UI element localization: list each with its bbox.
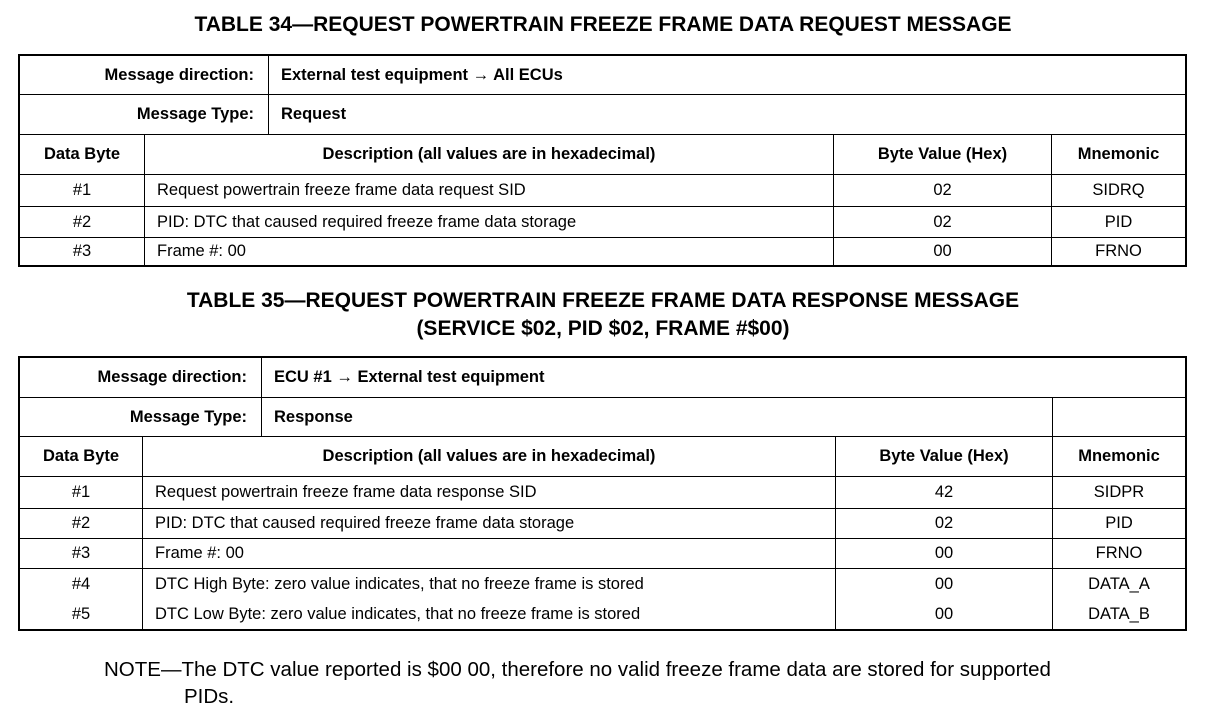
note-line2: PIDs.: [184, 685, 235, 708]
description-cell: PID: DTC that caused required freeze frame data storage: [144, 207, 833, 237]
mnemonic-cell: SIDRQ: [1051, 175, 1185, 206]
header-data-byte: Data Byte: [42, 447, 120, 465]
description-cell: Frame #: 00: [142, 539, 835, 568]
table-header-row: [20, 437, 1185, 477]
byte-value-cell: 00: [833, 238, 1051, 265]
description-cell: DTC High Byte: zero value indicates, that no freeze frame is stored: [142, 569, 835, 599]
description-cell: PID: DTC that caused required freeze frame data storage: [142, 509, 835, 538]
table-35-title-line1: TABLE 35—REQUEST POWERTRAIN FREEZE FRAME DATA RESPONSE MESSAGE: [186, 289, 1020, 312]
message-direction-value: External test equipment → All ECUs: [268, 56, 1185, 94]
mnemonic-cell: FRNO: [1051, 238, 1185, 265]
byte-value-cell: 00: [835, 539, 1052, 568]
table-35-title-line2: (SERVICE $02, PID $02, FRAME #$00): [416, 317, 790, 340]
table-row: [20, 175, 1185, 207]
data-byte-cell: #4: [71, 574, 91, 593]
mnemonic-cell: DATA_A: [1052, 569, 1185, 599]
table-35: [18, 356, 1187, 631]
byte-value-cell: 02: [833, 175, 1051, 206]
message-type-label: Message Type:: [129, 407, 247, 426]
message-direction-row: [20, 358, 1185, 398]
empty-cell: [1052, 398, 1185, 436]
header-mnemonic: Mnemonic: [1051, 135, 1185, 174]
byte-value-cell: 42: [835, 477, 1052, 508]
table-34-title: TABLE 34—REQUEST POWERTRAIN FREEZE FRAME DATA REQUEST MESSAGE: [194, 13, 1012, 36]
message-direction-row: [20, 56, 1185, 95]
header-data-byte: Data Byte: [43, 145, 121, 163]
message-type-row: [20, 95, 1185, 135]
message-type-value: Request: [268, 95, 1185, 134]
description-cell: Request powertrain freeze frame data response SID: [142, 477, 835, 508]
mnemonic-cell: DATA_B: [1052, 599, 1185, 629]
data-byte-cell: #3: [72, 242, 92, 260]
header-mnemonic: Mnemonic: [1052, 437, 1185, 476]
byte-value-cell: 02: [835, 509, 1052, 538]
message-type-label: Message Type:: [136, 105, 254, 123]
data-byte-cell: #3: [71, 544, 91, 562]
description-cell: DTC Low Byte: zero value indicates, that no freeze frame is stored: [142, 599, 835, 629]
table-34: [18, 54, 1187, 267]
header-description: Description (all values are in hexadecimal): [142, 437, 835, 476]
header-byte-value: Byte Value (Hex): [833, 135, 1051, 174]
byte-value-cell: 00: [835, 599, 1052, 629]
table-row: [20, 477, 1185, 509]
note: [104, 656, 1186, 710]
message-direction-label: Message direction:: [97, 368, 247, 386]
header-description: Description (all values are in hexadecimal): [144, 135, 833, 174]
table-35-title: [0, 287, 1206, 343]
data-byte-cell: #2: [72, 212, 92, 231]
table-row: [20, 569, 1185, 599]
table-row: [20, 238, 1185, 265]
table-row: [20, 539, 1185, 569]
note-line1: NOTE—The DTC value reported is $00 00, therefore no valid freeze frame data are stored for supported: [104, 658, 1051, 681]
header-byte-value: Byte Value (Hex): [835, 437, 1052, 476]
table-row: [20, 599, 1185, 629]
mnemonic-cell: SIDPR: [1052, 477, 1185, 508]
message-type-row: [20, 398, 1185, 437]
table-row: [20, 207, 1185, 238]
data-byte-cell: #5: [71, 604, 91, 623]
mnemonic-cell: PID: [1051, 207, 1185, 237]
data-byte-cell: #2: [71, 514, 91, 532]
message-type-value: Response: [261, 398, 1052, 436]
byte-value-cell: 02: [833, 207, 1051, 237]
description-cell: Request powertrain freeze frame data request SID: [144, 175, 833, 206]
table-row: [20, 509, 1185, 539]
message-direction-value: ECU #1 → External test equipment: [261, 358, 1185, 397]
data-byte-cell: #1: [72, 181, 92, 199]
message-direction-label: Message direction:: [104, 65, 254, 84]
mnemonic-cell: FRNO: [1052, 539, 1185, 568]
table-header-row: [20, 135, 1185, 175]
data-byte-cell: #1: [71, 483, 91, 501]
description-cell: Frame #: 00: [144, 238, 833, 265]
byte-value-cell: 00: [835, 569, 1052, 599]
mnemonic-cell: PID: [1052, 509, 1185, 538]
